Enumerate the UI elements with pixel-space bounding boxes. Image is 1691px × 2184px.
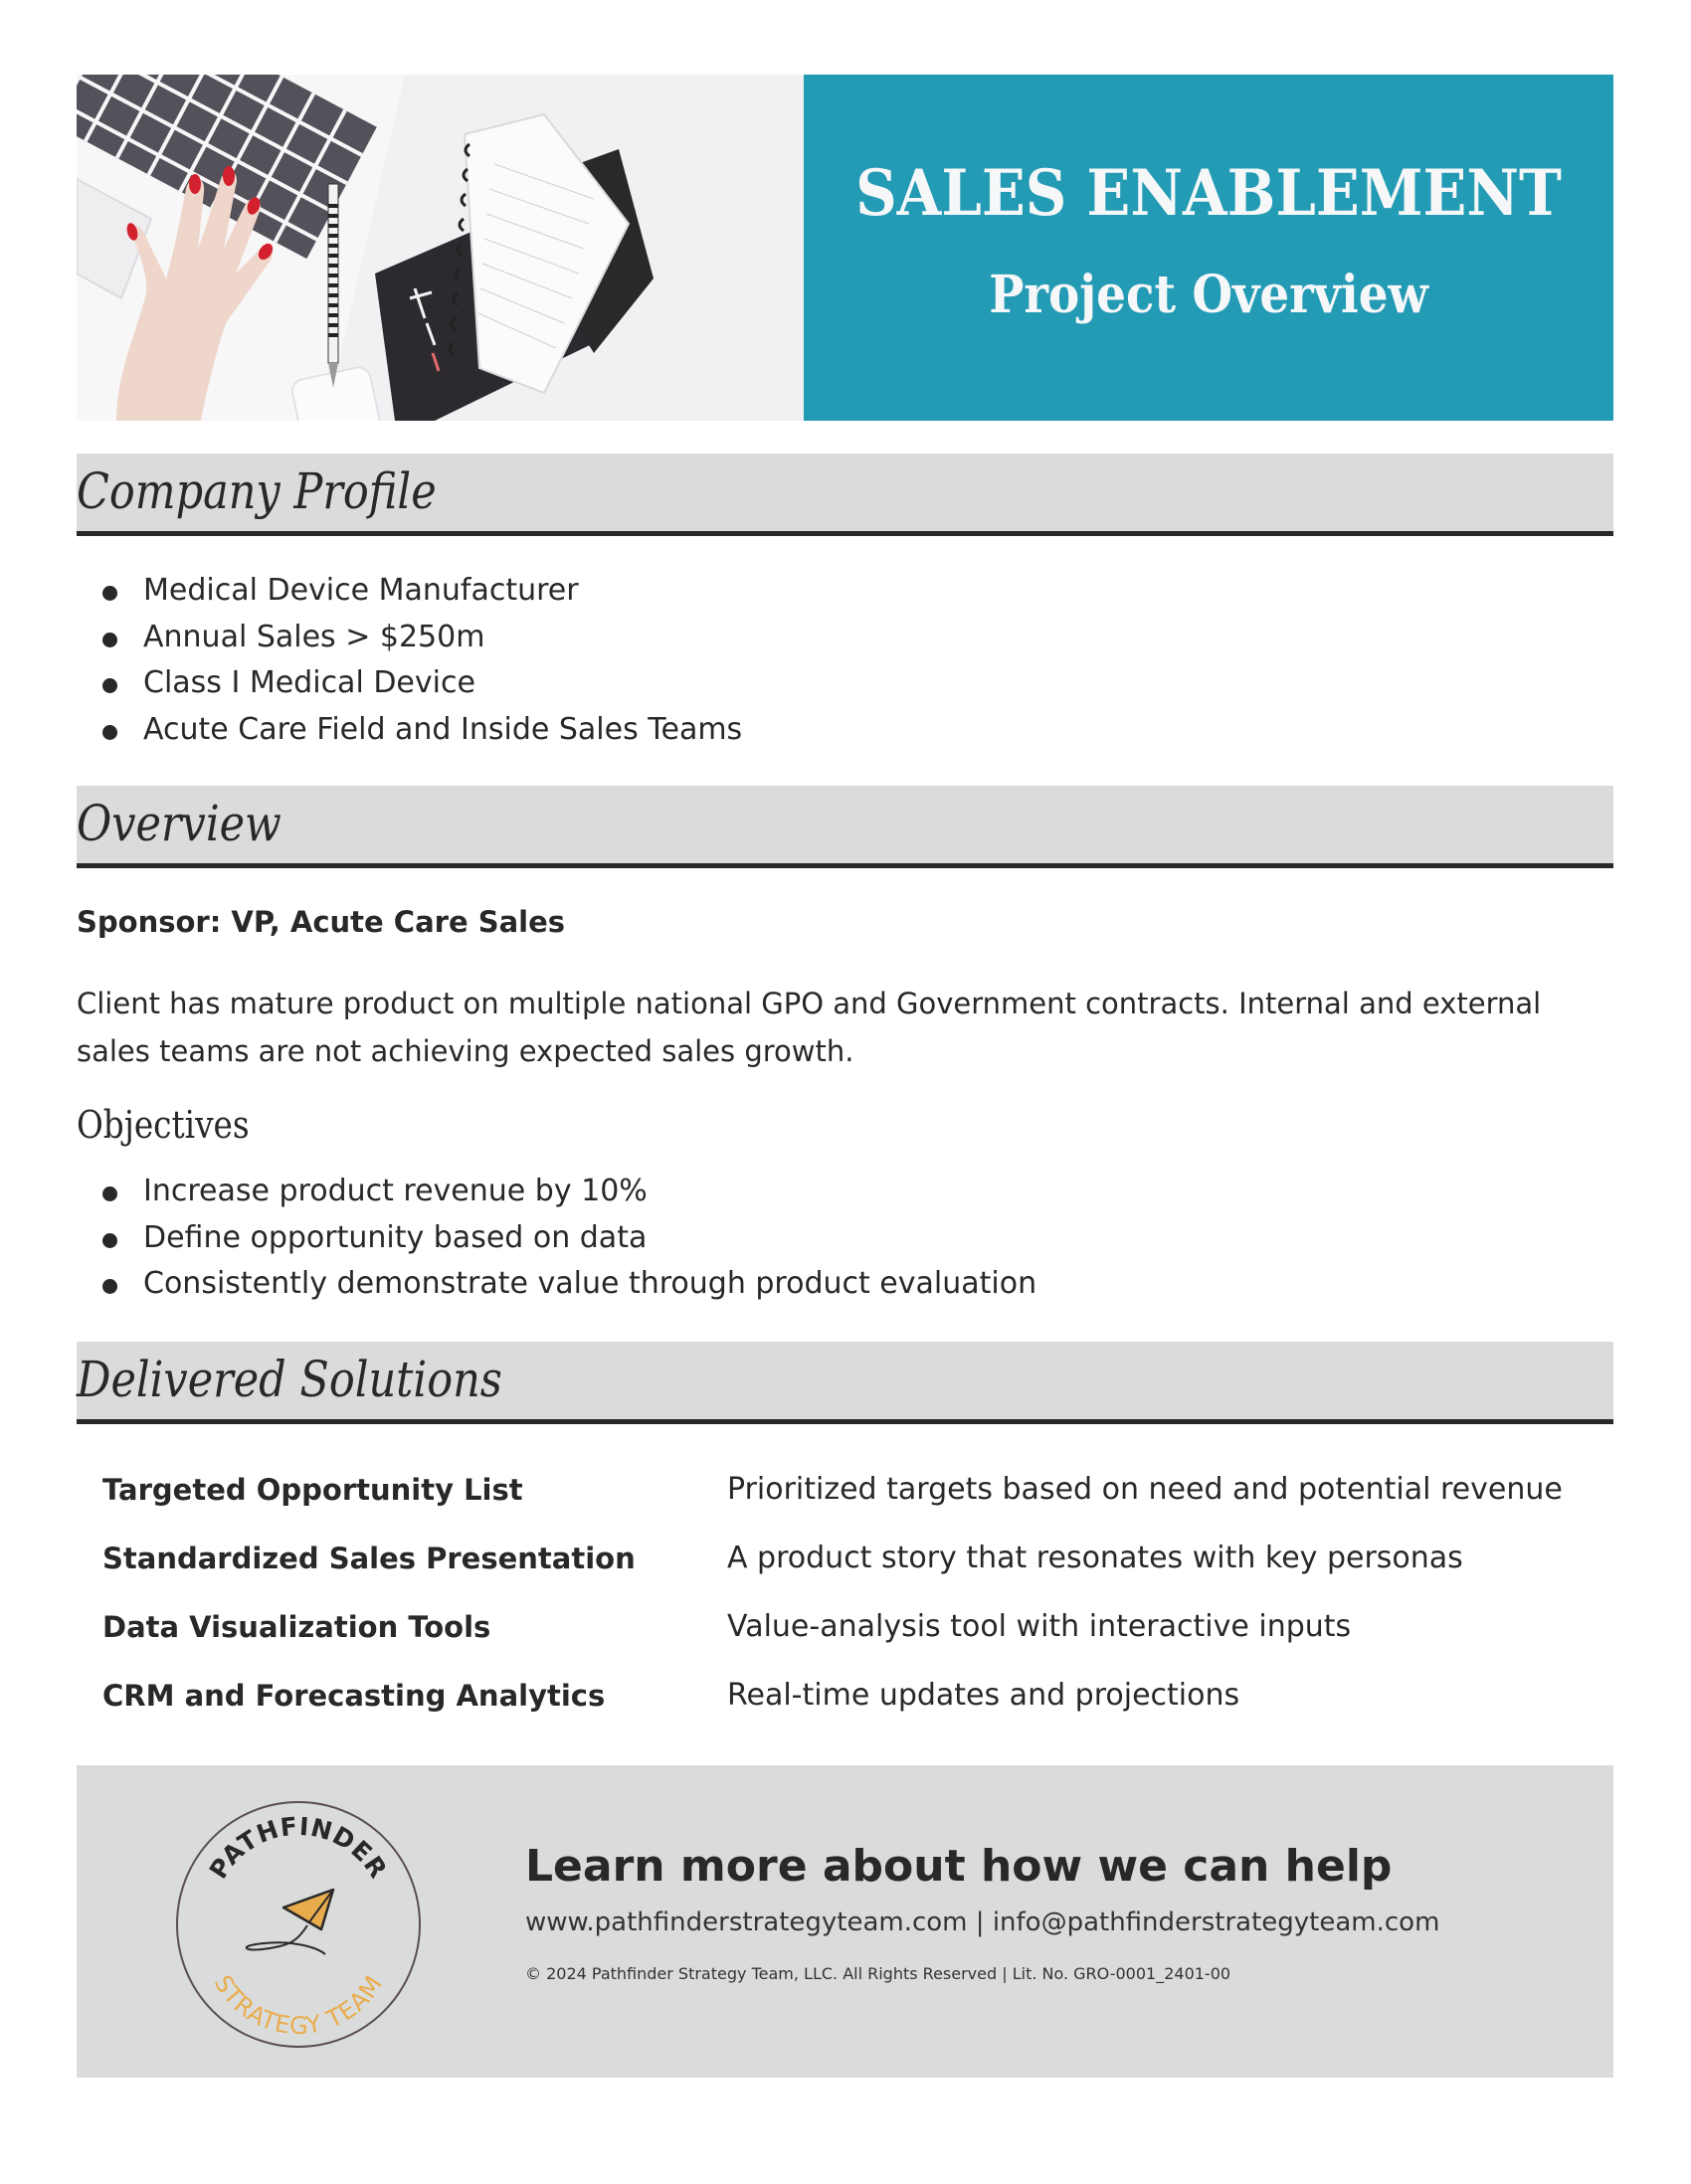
footer: [77, 1765, 1613, 2078]
table-row: [102, 1533, 1613, 1601]
page-subtitle: Project Overview: [989, 265, 1428, 325]
list-item-text: Define opportunity based on data: [143, 1219, 648, 1255]
solution-description: A product story that resonates with key personas: [727, 1541, 1463, 1575]
copyright-text: © 2024 Pathfinder Strategy Team, LLC. All Rights Reserved | Lit. No. GRO-0001_2401-00: [525, 1964, 1231, 1983]
solution-description: Prioritized targets based on need and potential revenue: [727, 1472, 1563, 1507]
separator: |: [975, 1908, 985, 1937]
section-header-overview: [77, 786, 1613, 868]
list-item-text: Acute Care Field and Inside Sales Teams: [143, 711, 743, 747]
list-item: [102, 1261, 1036, 1308]
list-item: [102, 568, 742, 615]
solution-description: Real-time updates and projections: [727, 1678, 1240, 1713]
table-row: [102, 1464, 1613, 1533]
section-header-company-profile: [77, 454, 1613, 536]
list-item: [102, 707, 742, 754]
objectives-heading: Objectives: [77, 1103, 250, 1147]
bullet-icon: [102, 586, 117, 601]
footer-contact: [525, 1908, 1439, 1937]
table-row: [102, 1670, 1613, 1738]
solution-name: Data Visualization Tools: [102, 1610, 491, 1644]
logo-top-text: PATHFINDER: [203, 1811, 394, 1885]
section-header-delivered-solutions: [77, 1342, 1613, 1424]
table-row: [102, 1601, 1613, 1670]
solution-name: CRM and Forecasting Analytics: [102, 1679, 606, 1713]
paper-airplane-icon: [247, 1890, 333, 1954]
list-item: [102, 660, 742, 707]
website-link[interactable]: www.pathfinderstrategyteam.com: [525, 1908, 968, 1937]
overview-paragraph: Client has mature product on multiple national GPO and Government contracts. Internal and external sales teams are not achieving expected sales growth.: [77, 987, 1542, 1068]
bullet-icon: [102, 1186, 117, 1201]
email-link[interactable]: info@pathfinderstrategyteam.com: [992, 1908, 1440, 1937]
list-item-text: Annual Sales > $250m: [143, 619, 485, 654]
bullet-icon: [102, 1279, 117, 1294]
section-title: Overview: [77, 795, 282, 852]
list-item-text: Class I Medical Device: [143, 665, 475, 700]
desk-photo-illustration: [77, 75, 804, 421]
header-banner: [804, 75, 1613, 421]
sponsor-label: Sponsor: VP, Acute Care Sales: [77, 905, 566, 939]
list-item-text: Medical Device Manufacturer: [143, 573, 579, 608]
list-item: [102, 1215, 1036, 1262]
pathfinder-logo: [174, 1800, 423, 2049]
solution-name: Targeted Opportunity List: [102, 1473, 523, 1507]
bullet-icon: [102, 725, 117, 740]
bullet-icon: [102, 678, 117, 693]
bullet-icon: [102, 1233, 117, 1248]
solution-name: Standardized Sales Presentation: [102, 1542, 636, 1575]
list-item-text: Consistently demonstrate value through product evaluation: [143, 1266, 1037, 1301]
header-photo: [77, 75, 804, 421]
section-title: Delivered Solutions: [77, 1351, 502, 1408]
solutions-table: [102, 1464, 1613, 1738]
list-item: [102, 615, 742, 661]
list-item-text: Increase product revenue by 10%: [143, 1174, 648, 1208]
list-item: [102, 1169, 1036, 1215]
section-title: Company Profile: [77, 462, 437, 520]
logo-bottom-text: STRATEGY TEAM: [208, 1969, 389, 2041]
bullet-icon: [102, 633, 117, 647]
page-title: SALES ENABLEMENT: [855, 156, 1562, 231]
solution-description: Value-analysis tool with interactive inputs: [727, 1609, 1352, 1644]
footer-cta-title: Learn more about how we can help: [525, 1841, 1393, 1892]
company-profile-list: [102, 568, 742, 753]
objectives-list: [102, 1169, 1036, 1308]
